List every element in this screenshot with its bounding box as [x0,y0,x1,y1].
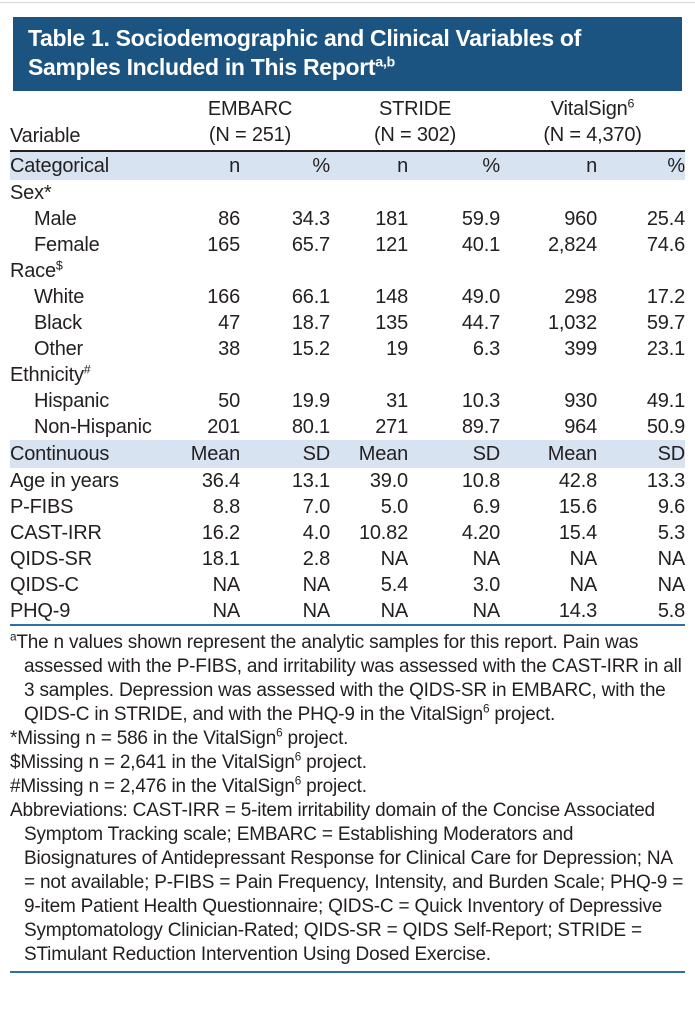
table-row-hispanic [10,388,685,414]
row-label: White [34,286,85,308]
group-n-embarc: (N = 251) [208,124,292,146]
group-n-vitalsign: (N = 4,370) [543,124,642,146]
table-cell: NA [657,574,686,596]
categorical-header-row [10,151,685,180]
section-label-sex: Sex* [10,182,52,204]
row-label: P-FIBS [10,496,74,518]
section-header-categorical: Categorical [10,151,170,180]
col-header-pct: % [597,151,685,180]
row-label: Male [34,208,77,230]
table-cell: 15.6 [558,496,598,518]
table-row-castirr [10,520,685,546]
table-cell: 166 [207,286,240,308]
table-cell: 10.8 [461,470,501,492]
table-cell: 4.0 [302,522,330,544]
table-cell: 14.3 [500,598,597,625]
section-label-ethnicity: Ethnicity# [10,362,91,386]
table-cell: 36.4 [201,470,240,492]
table-row-female [10,232,685,258]
table-title-line1: Table 1. Sociodemographic and Clinical Variables of [28,25,582,51]
table-cell: 298 [564,286,598,308]
group-name-embarc: EMBARC [207,98,293,120]
table-cell: NA [330,598,408,625]
table-cell: 4.20 [461,522,501,544]
col-header-n: n [500,151,597,180]
col-header-sd: SD [408,440,500,468]
table-row-phq9 [10,598,685,625]
col-header-pct: % [240,151,330,180]
table-cell: 2.8 [302,548,330,570]
table-cell: 23.1 [646,338,686,360]
footnotes [10,631,685,967]
row-label: CAST-IRR [10,522,102,544]
column-group-stride [330,91,500,151]
table-title-line2: Samples Included in This Report$^{a,b}$ [28,54,395,80]
table-cell: 7.0 [302,496,330,518]
continuous-header-row [10,440,685,468]
table-cell: 165 [207,234,240,256]
table-row-other [10,336,685,362]
table-cell: NA [657,548,686,570]
table-row-nonhispanic [10,414,685,440]
footnote-a: $^a$The n values shown represent the analytic samples for this report. Pain was assessed with the P-FIBS, and irritability was assessed with the CAST-IRR in all 3 samples. Depression was assessed with the QIDS-SR in EMBARC, with the QIDS-C in STRIDE, and with the PHQ-9 in the VitalSign$^6$ project. [10,630,682,725]
table-cell: 74.6 [646,234,686,256]
table-row-white [10,284,685,310]
row-label: Non-Hispanic [34,416,152,438]
table-cell: 9.6 [657,496,686,518]
group-name-stride: STRIDE [378,98,452,120]
table-cell: NA [302,574,330,596]
row-label: QIDS-C [10,574,79,596]
table-cell: 18.7 [291,312,330,334]
table-cell: 10.3 [461,390,501,412]
demographics-table [10,91,685,626]
section-label-race: Race$ [10,258,63,282]
table-cell: 181 [375,208,408,230]
table-cell: 399 [564,338,598,360]
table-row-qidsc [10,572,685,598]
table-cell: 49.0 [461,286,501,308]
table-cell: 5.0 [380,496,408,518]
footnote-dollar: $Missing n = 2,641 in the VitalSign$^6$ project. [10,750,367,773]
table-cell: 121 [375,234,408,256]
page-bottom-divider [10,971,685,973]
table-cell: 18.1 [201,548,240,570]
table-cell: 6.9 [472,496,501,518]
variable-column-header: Variable [10,91,170,151]
table-cell: NA [472,548,501,570]
table-cell: 5.8 [597,598,685,625]
table-cell: 2,824 [547,234,598,256]
row-label: QIDS-SR [10,548,92,570]
table-cell: 5.3 [657,522,686,544]
table-row-pfibs [10,494,685,520]
col-header-mean: Mean [170,440,240,468]
row-label: PHQ-9 [10,598,170,625]
table-title [13,17,682,91]
col-header-n: n [170,151,240,180]
group-n-stride: (N = 302) [373,124,457,146]
table-cell: 65.7 [291,234,330,256]
table-row-age [10,468,685,494]
section-header-continuous: Continuous [10,440,170,468]
table-cell: 135 [375,312,408,334]
table-cell: 42.8 [558,470,598,492]
section-row-ethnicity [10,362,685,388]
table-row-male [10,206,685,232]
table-cell: 49.1 [646,390,686,412]
column-group-vitalsign [500,91,685,151]
col-header-sd: SD [597,440,685,468]
table-cell: 50.9 [646,416,686,438]
row-label: Age in years [10,470,119,492]
footnote-asterisk: *Missing n = 586 in the VitalSign$^6$ project. [10,726,349,749]
table-cell: 19.9 [291,390,330,412]
col-header-mean: Mean [330,440,408,468]
column-group-embarc [170,91,330,151]
row-label: Female [34,234,100,256]
table-cell: 930 [564,390,598,412]
table-cell: 38 [218,338,240,360]
table-cell: 89.7 [461,416,501,438]
row-label: Other [34,338,84,360]
table-cell: 40.1 [461,234,501,256]
table-cell: 960 [564,208,598,230]
table-cell: 13.1 [291,470,330,492]
table-cell: 80.1 [291,416,330,438]
section-row-sex [10,180,685,206]
table-cell: 17.2 [646,286,686,308]
table-cell: 31 [386,390,408,412]
table-cell: 148 [375,286,408,308]
table-cell: 16.2 [201,522,240,544]
col-header-sd: SD [240,440,330,468]
table-cell: NA [240,598,330,625]
section-row-race [10,258,685,284]
table-cell: 1,032 [547,312,598,334]
table-cell: NA [569,548,598,570]
table-cell: 47 [218,312,240,334]
table-cell: NA [569,574,598,596]
table-cell: 59.9 [461,208,501,230]
table-cell: 13.3 [646,470,686,492]
table-cell: 44.7 [461,312,501,334]
group-name-vitalsign: VitalSign$^6$ [550,96,635,120]
row-label: Black [34,312,82,334]
table-cell: 34.3 [291,208,330,230]
table-cell: 964 [564,416,598,438]
table-cell: NA [408,598,500,625]
table-cell: 50 [218,390,240,412]
table-cell: 59.7 [646,312,686,334]
table-cell: 271 [375,416,408,438]
table-cell: 19 [386,338,408,360]
table-cell: 8.8 [212,496,240,518]
table-cell: 3.0 [472,574,501,596]
footnote-hash: #Missing n = 2,476 in the VitalSign$^6$ project. [10,774,367,797]
footnote-abbreviations: Abbreviations: CAST-IRR = 5-item irritability domain of the Concise Associated Symptom Tracking scale; EMBARC = Establishing Moderators and Biosignatures of Antidepressant Response for Clinical Care for Depression; NA = not available; P-FIBS = Pain Frequency, Intensity, and Burden Scale; PHQ-9 = 9-item Patient Health Questionnaire; QIDS-C = Quick Inventory of Depressive Symptomatology Clinician-Rated; QIDS-SR = QIDS Self-Report; STRIDE = STimulant Reduction Intervention Using Dosed Exercise. [10,800,684,965]
table-cell: 15.4 [558,522,598,544]
table-cell: 6.3 [472,338,501,360]
table-cell: 201 [207,416,240,438]
table-container [10,91,685,626]
table-cell: NA [170,598,240,625]
table-row-black [10,310,685,336]
table-cell: 10.82 [358,522,408,544]
column-group-header-row [10,91,685,151]
table-cell: 39.0 [369,470,408,492]
table-cell: 15.2 [291,338,330,360]
table-cell: 86 [218,208,240,230]
col-header-mean: Mean [500,440,597,468]
col-header-n: n [330,151,408,180]
table-row-qidssr [10,546,685,572]
table-cell: 5.4 [380,574,408,596]
page-top-divider [0,2,695,3]
table-cell: 25.4 [646,208,686,230]
row-label: Hispanic [34,390,110,412]
table-cell: 66.1 [291,286,330,308]
table-cell: NA [212,574,240,596]
table-cell: NA [380,548,408,570]
col-header-pct: % [408,151,500,180]
